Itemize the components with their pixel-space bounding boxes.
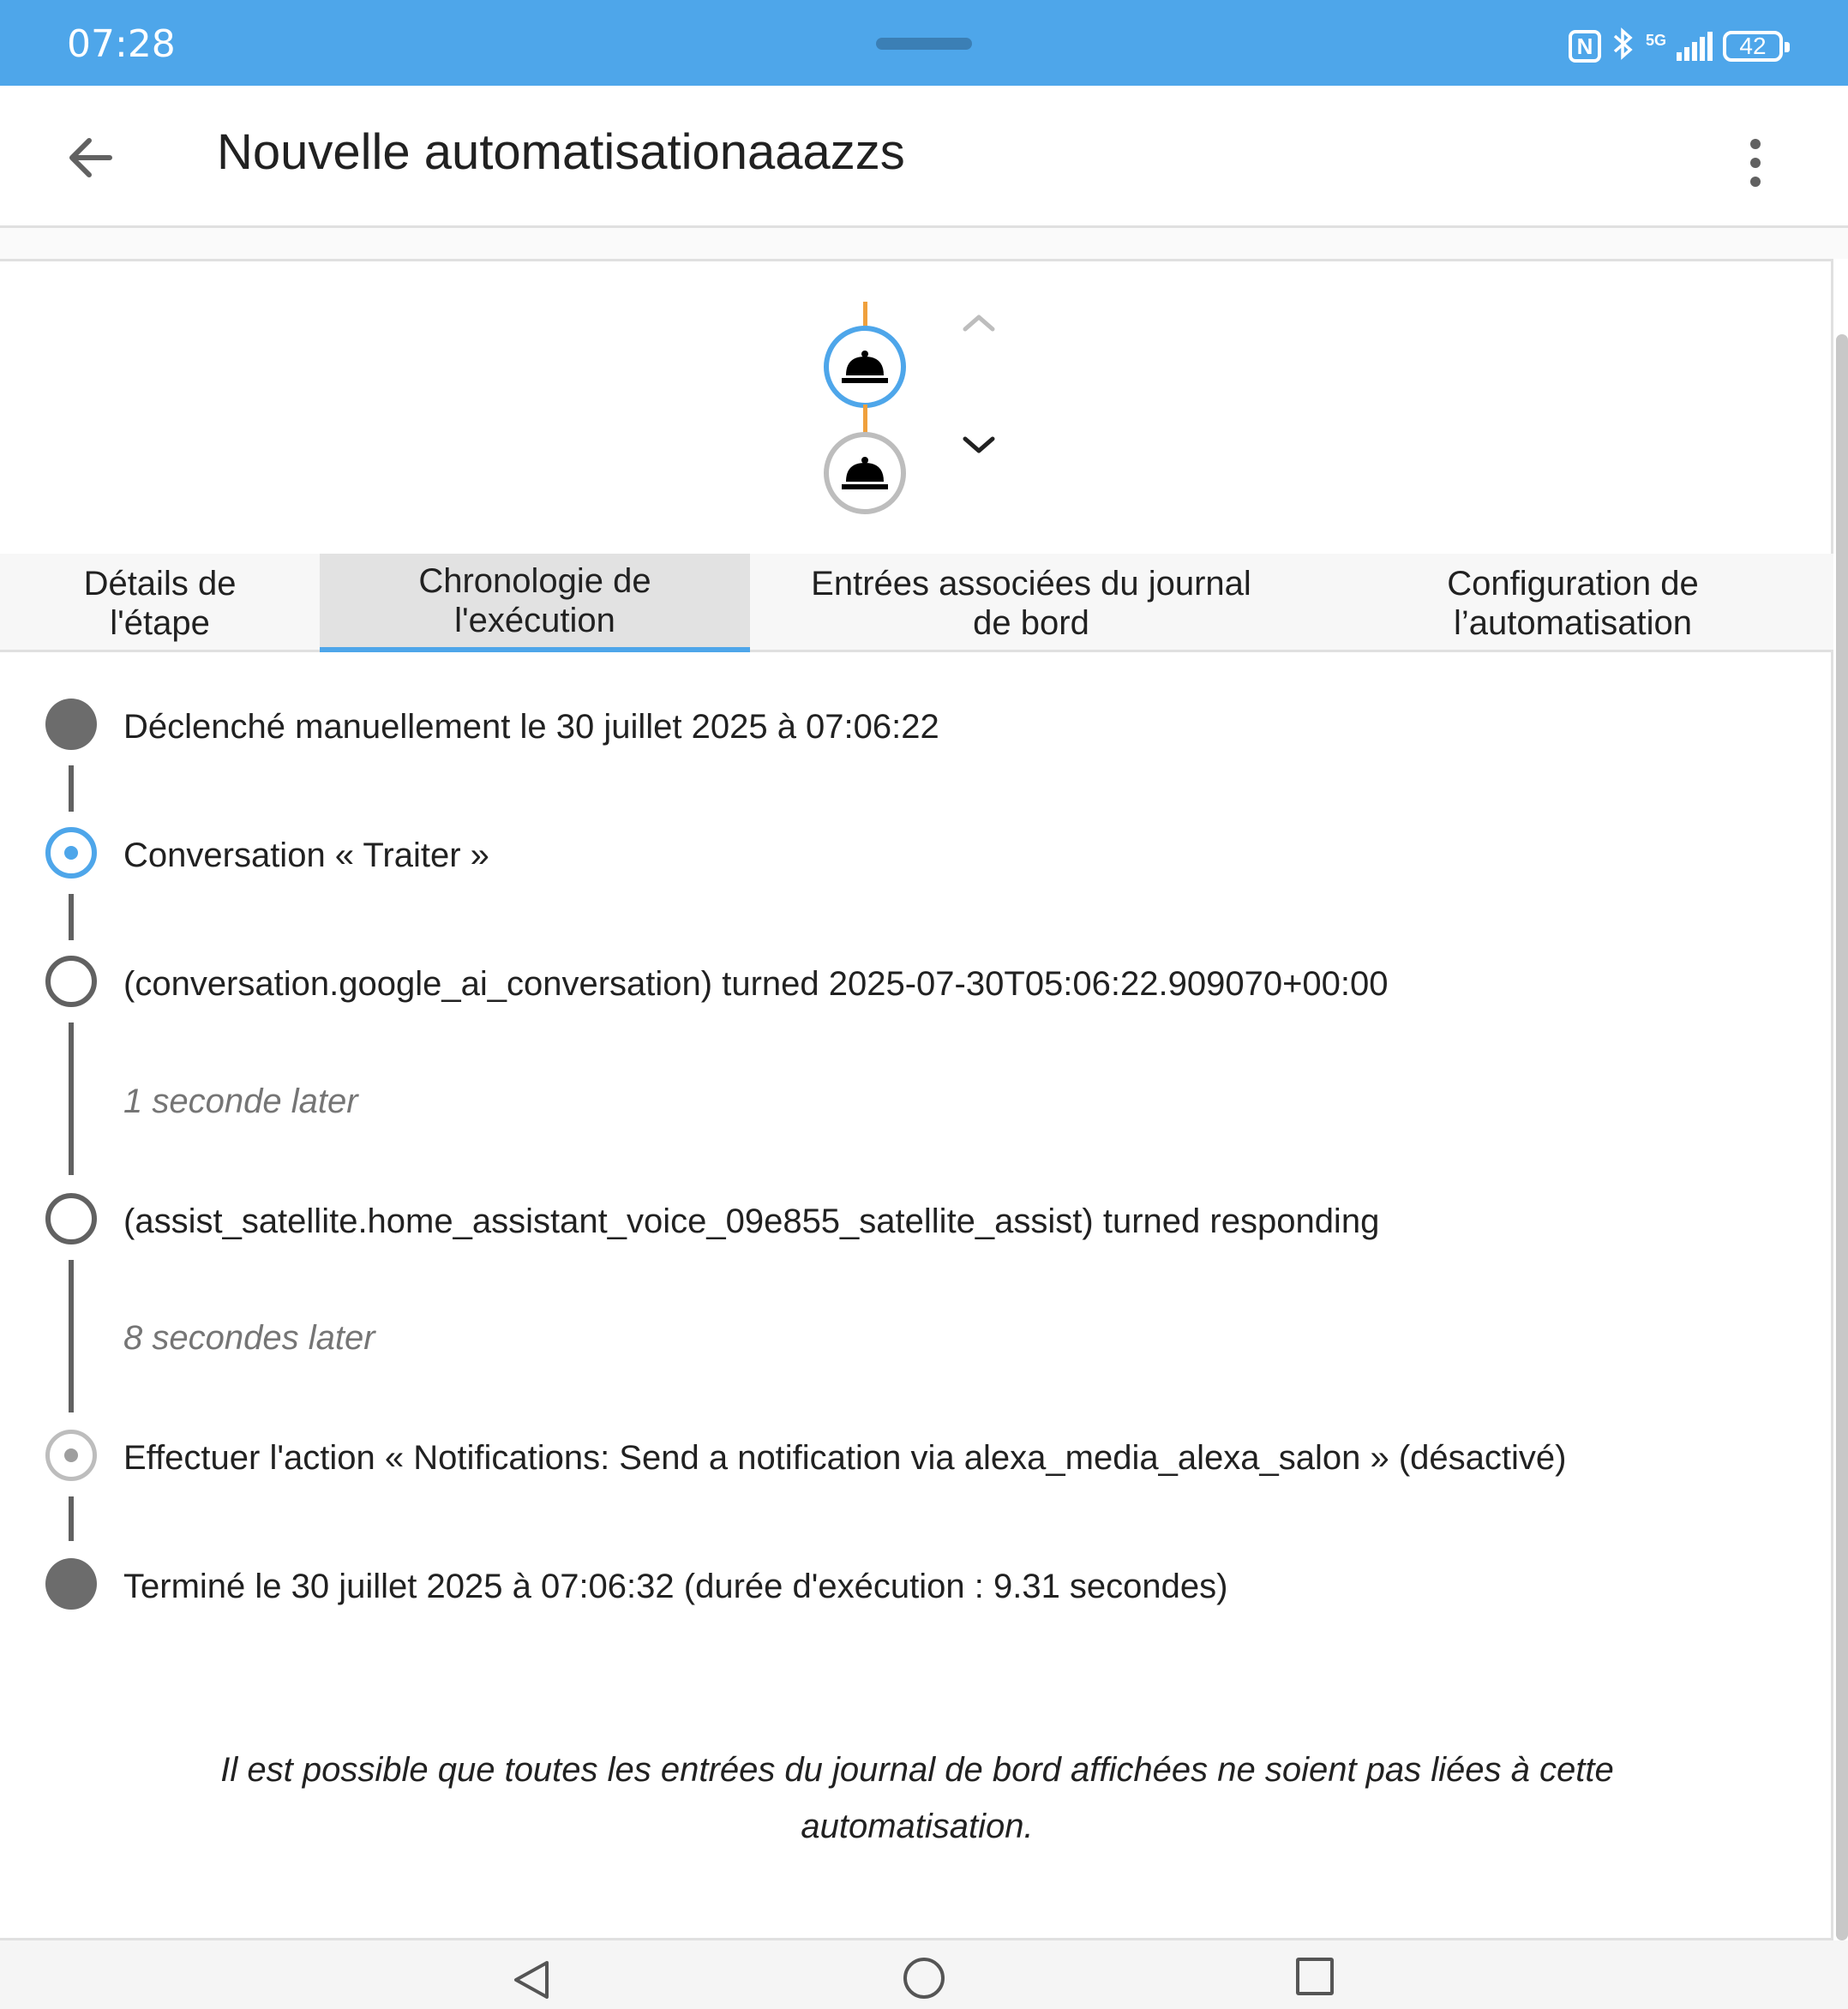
notification-handle[interactable] [876,38,972,50]
timeline-dot-filled [45,699,97,750]
status-bar [0,0,1848,86]
status-icons [1569,27,1783,65]
page-title: Nouvelle automatisationaaazzs [217,124,905,180]
page-background [0,228,1848,259]
timeline-event[interactable]: Conversation « Traiter » [123,837,489,874]
system-home-button[interactable] [903,1958,945,1999]
tab-label: Entrées associées du journal [811,564,1251,603]
disclaimer-line: Il est possible que toutes les entrées du journal de bord affichées ne soient pas liées à cette [220,1751,1614,1789]
more-vert-icon-dot [1750,158,1761,168]
tab-label: Chronologie de [418,561,651,600]
tab-label: l’automatisation [1454,603,1692,642]
system-navigation-bar [0,1940,1848,2009]
timeline-dot-disabled[interactable] [45,1430,97,1481]
system-back-button[interactable] [509,1958,554,2002]
nfc-icon: N [1569,30,1601,63]
chevron-up-icon [955,305,1003,339]
timeline-delay: 8 secondes later [123,1319,375,1357]
app-bar [0,86,1848,228]
timeline-connector [69,765,74,812]
timeline-dot-ring [45,956,97,1007]
bluetooth-icon [1611,27,1635,66]
bell-icon [839,453,891,494]
tab-label: l'exécution [454,601,615,639]
overflow-menu-button[interactable] [1723,127,1788,199]
timeline-event[interactable]: Effectuer l'action « Notifications: Send a notification via alexa_media_alexa_salon » (désactivé) [123,1439,1567,1477]
battery-icon [1723,31,1783,62]
timeline-event: (assist_satellite.home_assistant_voice_09e855_satellite_assist) turned responding [123,1202,1380,1240]
timeline-connector [69,894,74,940]
timeline-dot-center [64,846,78,860]
tab-label: de bord [973,603,1089,642]
timeline-event: (conversation.google_ai_conversation) turned 2025-07-30T05:06:22.909070+00:00 [123,965,1389,1003]
status-time: 07:28 [67,22,176,66]
logbook-disclaimer [146,1742,1689,1855]
timeline-connector [69,1022,74,1175]
tab-label: l'étape [110,603,210,642]
network-type-label: 5G [1645,32,1666,49]
tab-label: Configuration de [1447,564,1699,603]
timeline-event: Déclenché manuellement le 30 juillet 2025 à 07:06:22 [123,708,939,746]
timeline-dot-ring [45,1193,97,1244]
chevron-down-icon [955,429,1003,463]
bell-icon [839,346,891,387]
tab-related-logbook[interactable] [750,554,1312,652]
graph-node-action[interactable] [824,432,906,514]
signal-icon [1677,32,1713,61]
previous-step-button[interactable] [955,305,1003,339]
tab-automation-config[interactable] [1312,554,1833,652]
more-vert-icon-dot [1750,177,1761,187]
tab-step-details[interactable] [0,554,320,652]
timeline-dot-active[interactable] [45,827,97,879]
tab-label: Détails de [83,564,237,603]
back-button[interactable] [58,123,127,192]
timeline-dot-filled [45,1558,97,1610]
timeline-connector [69,1496,74,1541]
triangle-back-icon [509,1958,554,2002]
timeline-connector [69,1260,74,1412]
scrollbar-thumb[interactable] [1836,334,1848,1940]
more-vert-icon [1750,139,1761,149]
battery-level: 42 [1739,33,1767,59]
graph-node-trigger[interactable] [824,326,906,408]
timeline-dot-center [64,1448,78,1462]
graph-connector [863,302,867,327]
graph-connector [863,405,867,435]
arrow-left-icon [58,123,127,192]
disclaimer-line: automatisation. [801,1808,1034,1845]
tab-execution-timeline[interactable] [320,554,750,652]
next-step-button[interactable] [955,429,1003,463]
trace-tabs [0,554,1833,652]
timeline-event: Terminé le 30 juillet 2025 à 07:06:32 (durée d'exécution : 9.31 secondes) [123,1568,1228,1605]
system-recents-button[interactable] [1296,1958,1334,1995]
timeline-delay: 1 seconde later [123,1082,358,1120]
